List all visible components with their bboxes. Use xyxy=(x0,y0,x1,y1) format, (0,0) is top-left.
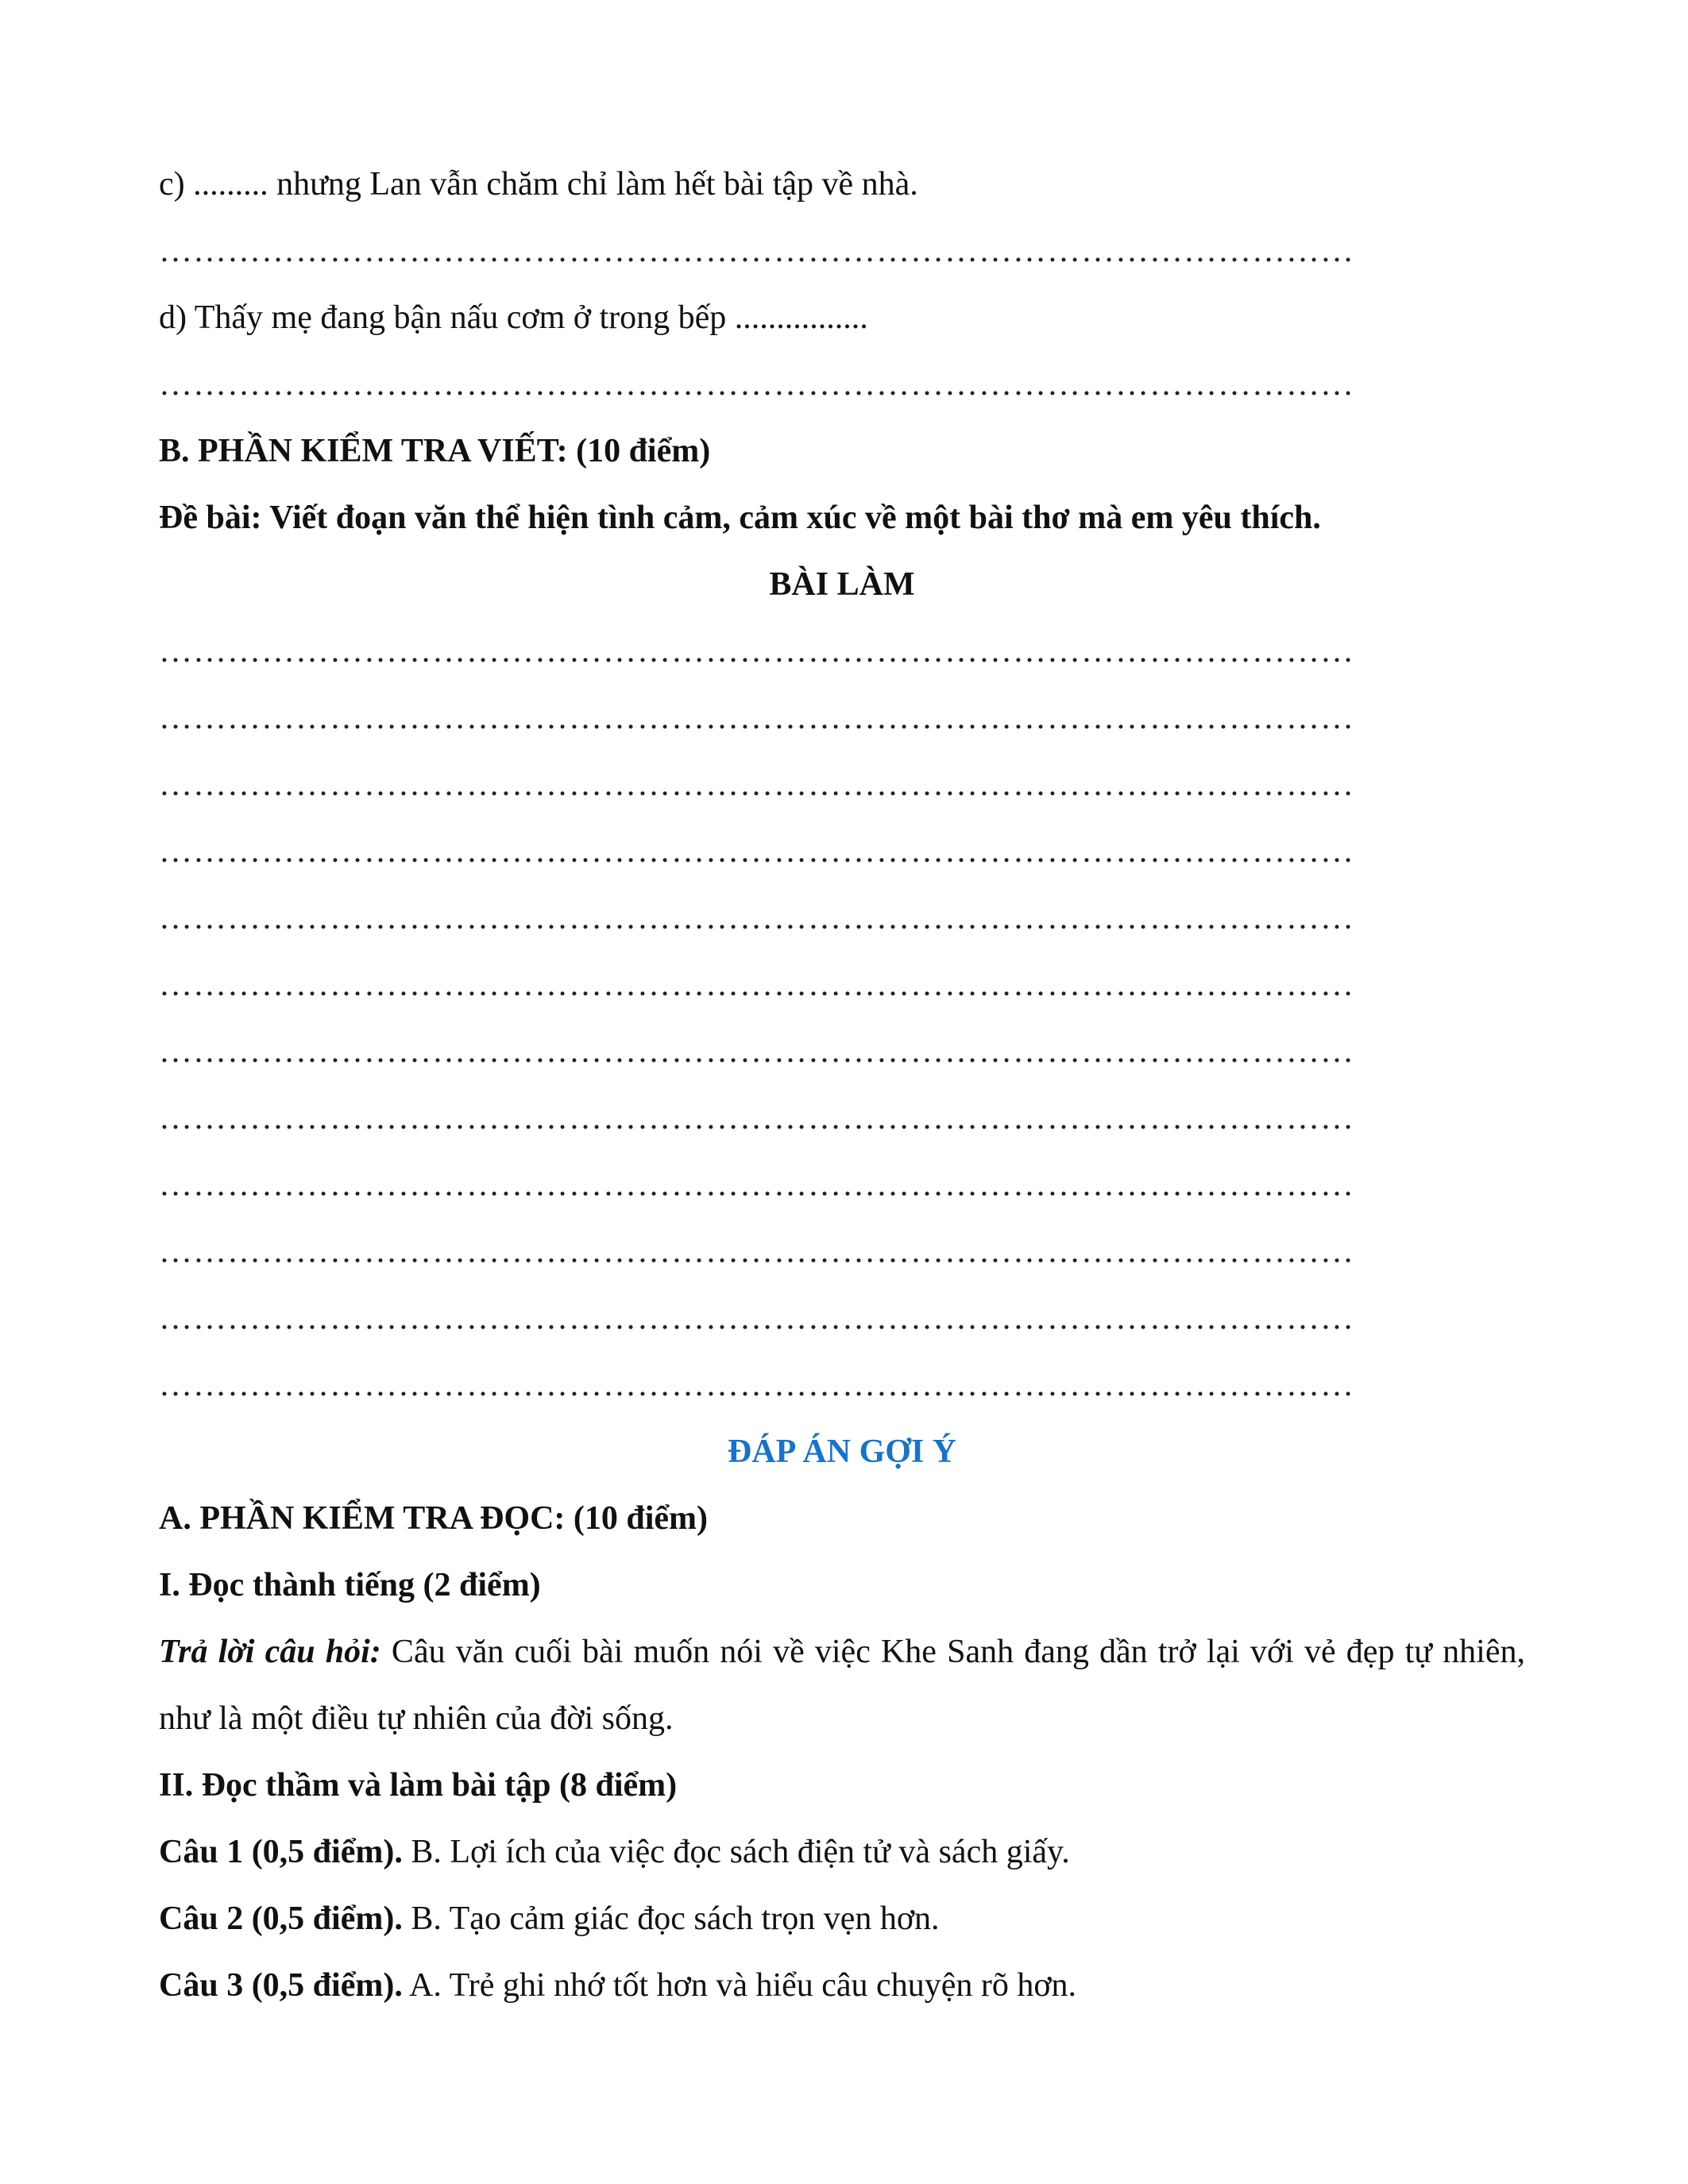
silent-reading-heading: II. Đọc thầm và làm bài tập (8 điểm) xyxy=(159,1767,678,1804)
answer-key-title: ĐÁP ÁN GỢI Ý xyxy=(727,1433,957,1470)
writing-line: …………………………………………………………………………………………… xyxy=(159,967,1354,1003)
answer-item-text: A. Trẻ ghi nhớ tốt hơn và hiểu câu chuyện rõ hơn. xyxy=(402,1967,1077,2004)
work-title: BÀI LÀM xyxy=(769,566,915,603)
writing-line: …………………………………………………………………………………………… xyxy=(159,1100,1354,1136)
answer-line: …………………………………………………………………………………………… xyxy=(159,366,1354,403)
answer-item-text: B. Lợi ích của việc đọc sách điện tử và sách giấy. xyxy=(402,1834,1070,1870)
document-page xyxy=(159,151,1525,2019)
writing-line: …………………………………………………………………………………………… xyxy=(159,900,1354,936)
writing-line: …………………………………………………………………………………………… xyxy=(159,833,1354,870)
writing-line: …………………………………………………………………………………………… xyxy=(159,700,1354,736)
writing-line: …………………………………………………………………………………………… xyxy=(159,1367,1354,1403)
section-b-heading: B. PHẦN KIỂM TRA VIẾT: (10 điểm) xyxy=(159,433,711,469)
writing-line: …………………………………………………………………………………………… xyxy=(159,1233,1354,1270)
writing-line: …………………………………………………………………………………………… xyxy=(159,1167,1354,1203)
section-a-heading: A. PHẦN KIỂM TRA ĐỌC: (10 điểm) xyxy=(159,1500,709,1537)
answer-item-label: Câu 3 (0,5 điểm). xyxy=(159,1967,403,2004)
writing-area xyxy=(159,618,1525,1418)
question-answer-text: Câu văn cuối bài muốn nói về việc Khe Sanh đang dần trở lại với vẻ đẹp tự nhiên, như là một điều tự nhiên của đời sống. xyxy=(159,1634,1525,1737)
answer-item xyxy=(159,1885,1525,1952)
writing-line: …………………………………………………………………………………………… xyxy=(159,633,1354,669)
exercise-item-c: c) ......... nhưng Lan vẫn chăm chỉ làm hết bài tập về nhà. xyxy=(159,166,918,203)
answer-item-label: Câu 1 (0,5 điểm). xyxy=(159,1834,403,1870)
answer-item xyxy=(159,1952,1525,2019)
writing-line: …………………………………………………………………………………………… xyxy=(159,766,1354,803)
writing-line: …………………………………………………………………………………………… xyxy=(159,1033,1354,1070)
writing-line: …………………………………………………………………………………………… xyxy=(159,1300,1354,1337)
reading-aloud-heading: I. Đọc thành tiếng (2 điểm) xyxy=(159,1567,541,1603)
question-label: Trả lời câu hỏi: xyxy=(159,1634,381,1670)
answer-item xyxy=(159,1819,1525,1885)
exercise-item-d: d) Thấy mẹ đang bận nấu cơm ở trong bếp ................ xyxy=(159,299,868,336)
question-answer-paragraph xyxy=(159,1619,1525,1752)
writing-prompt: Đề bài: Viết đoạn văn thể hiện tình cảm, cảm xúc về một bài thơ mà em yêu thích. xyxy=(159,500,1321,536)
answer-item-label: Câu 2 (0,5 điểm). xyxy=(159,1900,403,1937)
answer-item-text: B. Tạo cảm giác đọc sách trọn vẹn hơn. xyxy=(402,1900,940,1937)
answer-line: …………………………………………………………………………………………… xyxy=(159,233,1354,269)
